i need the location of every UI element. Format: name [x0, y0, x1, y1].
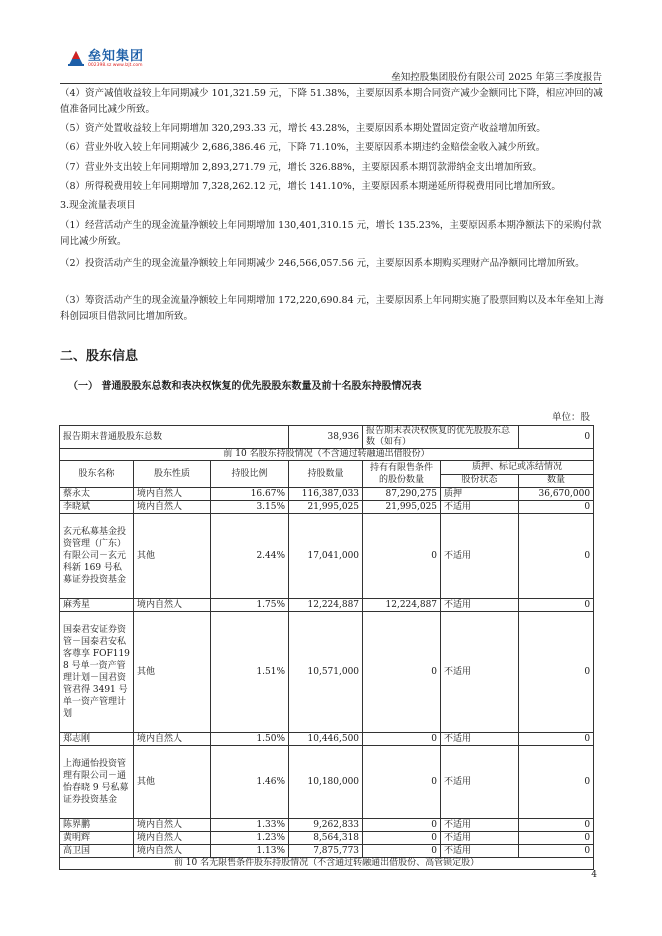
holder-quantity: 8,564,318 [289, 832, 363, 845]
preferred-holders-label: 报告期末表决权恢复的优先股股东总数（如有） [363, 426, 519, 449]
sub-section-title: （一） 普通股股东总数和表决权恢复的优先股股东数量及前十名股东持股情况表 [68, 381, 422, 392]
holder-ratio: 2.44% [211, 514, 289, 599]
table-row [60, 488, 594, 501]
table-row [60, 501, 594, 514]
holder-quantity: 9,262,833 [289, 819, 363, 832]
paragraph-operating-cashflow: （1）经营活动产生的现金流量净额较上年同期增加 130,401,310.15 元，增长 135.23%，主要原因系本期净额法下的采购付款同比减少所致。 [60, 220, 602, 247]
header-pledge-status: 股份状态 [441, 474, 519, 488]
holder-nature: 境内自然人 [134, 819, 211, 832]
holder-pledge-qty: 0 [519, 832, 594, 845]
holder-pledge-status: 不适用 [441, 501, 519, 514]
holder-pledge-status: 不适用 [441, 599, 519, 612]
holder-name: 上海通怡投资管理有限公司－通怡春晓 9 号私募证券投资基金 [60, 746, 134, 819]
holder-ratio: 16.67% [211, 488, 289, 501]
holder-pledge-status: 不适用 [441, 514, 519, 599]
holder-nature: 境内自然人 [134, 832, 211, 845]
holder-name: 陈界鹏 [60, 819, 134, 832]
holder-restricted: 0 [363, 733, 441, 746]
holder-restricted: 21,995,025 [363, 501, 441, 514]
report-header-title: 垒知控股集团股份有限公司 2025 年第三季度报告 [391, 72, 602, 83]
holder-name: 李晓斌 [60, 501, 134, 514]
holder-ratio: 1.75% [211, 599, 289, 612]
paragraph-income-tax: （8）所得税费用较上年同期增加 7,328,262.12 元，增长 141.10%，主要原因系本期递延所得税费用同比增加所致。 [60, 181, 561, 192]
holder-restricted: 0 [363, 746, 441, 819]
holder-pledge-status: 不适用 [441, 733, 519, 746]
holder-pledge-status: 不适用 [441, 612, 519, 733]
logo-subtitle: 002398.sz www.lzjt.com [88, 63, 143, 68]
holder-nature: 境内自然人 [134, 501, 211, 514]
paragraph-nonoperating-expense: （7）营业外支出较上年同期增加 2,893,271.79 元，增长 326.88%，主要原因系本期罚款滞纳金支出增加所致。 [60, 162, 542, 173]
holder-pledge-qty: 36,670,000 [519, 488, 594, 501]
holder-pledge-qty: 0 [519, 612, 594, 733]
holder-pledge-qty: 0 [519, 845, 594, 858]
holder-quantity: 7,875,773 [289, 845, 363, 858]
header-pledge-group: 质押、标记或冻结情况 [441, 461, 594, 475]
holder-ratio: 1.46% [211, 746, 289, 819]
holder-name: 蔡永太 [60, 488, 134, 501]
holder-restricted: 0 [363, 514, 441, 599]
table-row [60, 746, 594, 819]
page-number: 4 [591, 870, 597, 880]
holder-pledge-qty: 0 [519, 733, 594, 746]
holder-pledge-status: 不适用 [441, 819, 519, 832]
holder-ratio: 1.13% [211, 845, 289, 858]
table-row [60, 612, 594, 733]
holder-nature: 其他 [134, 514, 211, 599]
holder-name: 高卫国 [60, 845, 134, 858]
holder-quantity: 10,446,500 [289, 733, 363, 746]
table-row [60, 832, 594, 845]
unit-label: 单位：股 [551, 412, 590, 423]
holder-name: 玄元私募基金投资管理（广东）有限公司－玄元科新 169 号私募证券投资基金 [60, 514, 134, 599]
logo-mark-icon [66, 45, 86, 67]
table-row [60, 514, 594, 599]
holder-ratio: 3.15% [211, 501, 289, 514]
header-restricted: 持有有限售条件的股份数量 [363, 461, 441, 488]
paragraph-investing-cashflow: （2）投资活动产生的现金流量净额较上年同期减少 246,566,057.56 元，主要原因系本期购买理财产品净额同比增加所致。 [60, 258, 585, 269]
preferred-holders-value: 0 [519, 426, 594, 449]
holder-quantity: 116,387,033 [289, 488, 363, 501]
holder-pledge-status: 不适用 [441, 832, 519, 845]
holder-restricted: 87,290,275 [363, 488, 441, 501]
paragraph-nonoperating-income: （6）营业外收入较上年同期减少 2,686,386.46 元，下降 71.10%，主要原因系本期违约金赔偿金收入减少所致。 [60, 142, 546, 153]
holder-nature: 境内自然人 [134, 733, 211, 746]
table-row [60, 599, 594, 612]
holder-restricted: 0 [363, 845, 441, 858]
header-ratio: 持股比例 [211, 461, 289, 488]
holder-pledge-status: 不适用 [441, 845, 519, 858]
holder-pledge-status: 不适用 [441, 746, 519, 819]
holder-restricted: 0 [363, 832, 441, 845]
shareholders-table [59, 425, 594, 870]
table-row [60, 819, 594, 832]
unrestricted-caption: 前 10 名无限售条件股东持股情况（不含通过转融通出借股份、高管锁定股） [60, 858, 594, 870]
holder-name: 麻秀星 [60, 599, 134, 612]
holder-nature: 境内自然人 [134, 599, 211, 612]
top10-caption: 前 10 名股东持股情况（不含通过转融通出借股份） [60, 449, 594, 461]
section-title: 二、股东信息 [60, 349, 139, 364]
header-row [60, 461, 594, 475]
header-pledge-qty: 数量 [519, 474, 594, 488]
paragraph-financing-cashflow: （3）筹资活动产生的现金流量净额较上年同期增加 172,220,690.84 元，主要原因系上年同期实施了股票回购以及本年垒知上海科创园项目借款同比增加所致。 [60, 295, 604, 322]
logo-name: 垒知集团 [88, 49, 145, 64]
holder-quantity: 17,041,000 [289, 514, 363, 599]
holder-pledge-qty: 0 [519, 501, 594, 514]
holder-pledge-qty: 0 [519, 599, 594, 612]
holder-name: 国泰君安证券资管－国泰君安私客尊享 FOF1198 号单一资产管理计划－国君资管君得 3491 号单一资产管理计划 [60, 612, 134, 733]
holder-pledge-qty: 0 [519, 746, 594, 819]
holder-ratio: 1.51% [211, 612, 289, 733]
paragraph-asset-disposal: （5）资产处置收益较上年同期增加 320,293.33 元，增长 43.28%，主要原因系本期处置固定资产收益增加所致。 [60, 123, 546, 134]
holder-nature: 境内自然人 [134, 845, 211, 858]
cashflow-heading: 3.现金流量表项目 [60, 200, 136, 211]
holder-pledge-status: 质押 [441, 488, 519, 501]
table-row [60, 845, 594, 858]
top10-caption-row [60, 449, 594, 461]
holder-pledge-qty: 0 [519, 514, 594, 599]
common-holders-value: 38,936 [289, 426, 363, 449]
holder-nature: 境内自然人 [134, 488, 211, 501]
header-quantity: 持股数量 [289, 461, 363, 488]
holder-quantity: 12,224,887 [289, 599, 363, 612]
holder-quantity: 10,180,000 [289, 746, 363, 819]
holder-restricted: 0 [363, 612, 441, 733]
holder-restricted: 0 [363, 819, 441, 832]
header-nature: 股东性质 [134, 461, 211, 488]
holder-quantity: 21,995,025 [289, 501, 363, 514]
paragraph-asset-impairment: （4）资产减值收益较上年同期减少 101,321.59 元，下降 51.38%，主要原因系本期合同资产减少金额同比下降，相应冲回的减值准备同比减少所致。 [60, 88, 603, 115]
holder-pledge-qty: 0 [519, 819, 594, 832]
holder-nature: 其他 [134, 612, 211, 733]
holder-nature: 其他 [134, 746, 211, 819]
company-logo [66, 45, 186, 75]
common-holders-label: 报告期末普通股股东总数 [60, 426, 289, 449]
holder-ratio: 1.50% [211, 733, 289, 746]
holder-quantity: 10,571,000 [289, 612, 363, 733]
summary-row [60, 426, 594, 449]
unrestricted-caption-row [60, 858, 594, 870]
holder-restricted: 12,224,887 [363, 599, 441, 612]
holder-name: 郑志刚 [60, 733, 134, 746]
holder-ratio: 1.33% [211, 819, 289, 832]
holder-ratio: 1.23% [211, 832, 289, 845]
header-name: 股东名称 [60, 461, 134, 488]
holder-name: 黄明辉 [60, 832, 134, 845]
table-row [60, 733, 594, 746]
header-divider [60, 83, 602, 84]
